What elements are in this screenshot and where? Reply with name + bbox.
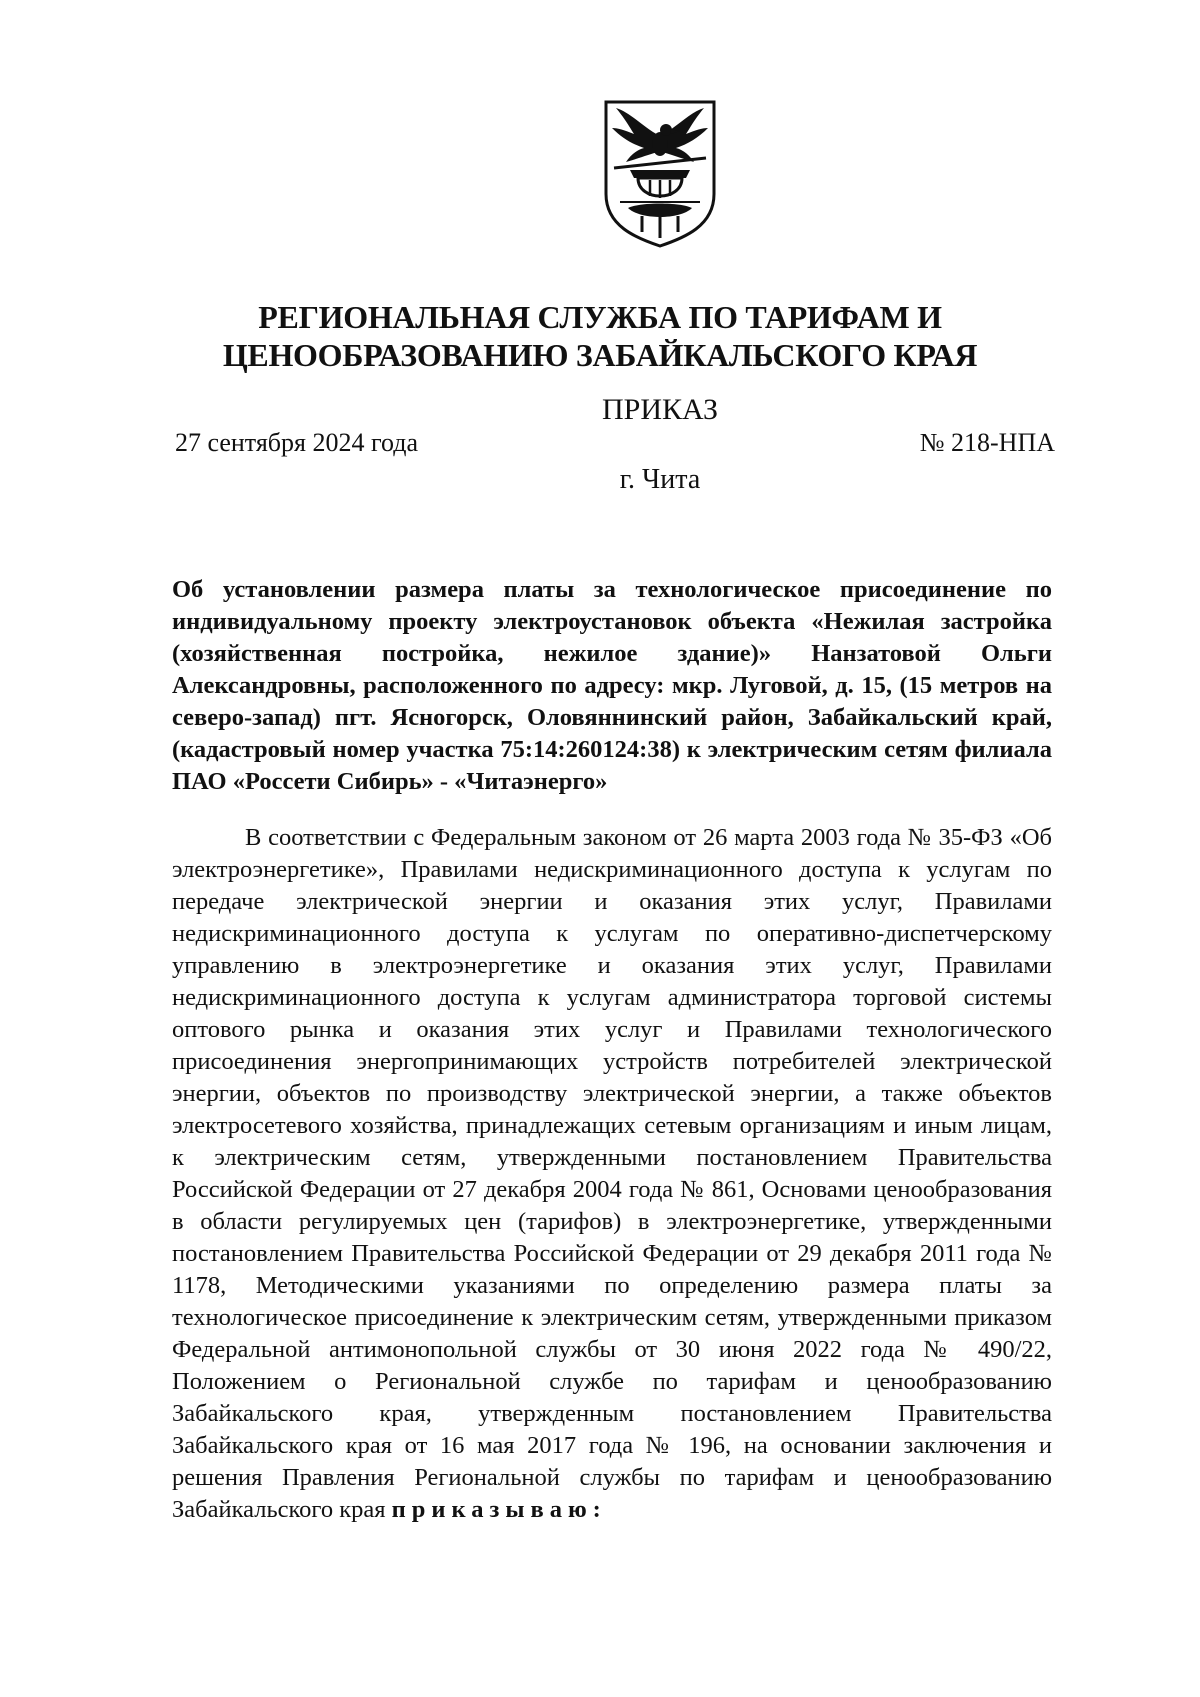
- document-type: ПРИКАЗ: [602, 393, 718, 426]
- body-paragraph: В соответствии с Федеральным законом от 26 марта 2003 года № 35-ФЗ «Об электроэнергетике», Правилами недискриминационного доступа к услугам по передаче электрической энергии и оказания этих услуг, Правилами недискриминационного доступа к услугам по оперативно-диспетчерскому управлению в электроэнергетике и оказания этих услуг, Правилами недискриминационного доступа к услугам администратора торговой системы оптового рынка и оказания этих услуг и Правилами технологического присоединения энергопринимающих устройств потребителей электрической энергии, объектов по производству электрической энергии, а также объектов электросетевого хозяйства, принадлежащих сетевым организациям и иным лицам, к электрическим сетям, утвержденными постановлением Правительства Российской Федерации от 27 декабря 2004 года № 861, Основами ценообразования в области регулируемых цен (тарифов) в электроэнергетике, утвержденными постановлением Правительства Российской Федерации от 29 декабря 2011 года № 1178, Методическими указаниями по определению размера платы за технологическое присоединение к электрическим сетям, утвержденными приказом Федеральной антимонопольной службы от 30 июня 2022 года № 490/22, Положением о Региональной службе по тарифам и ценообразованию Забайкальского края, утвержденным постановлением Правительства Забайкальского края от 16 мая 2017 года № 196, на основании заключения и решения Правления Региональной службы по тарифам и ценообразованию Забайкальского края: [172, 824, 1052, 1523]
- agency-name-line1: РЕГИОНАЛЬНАЯ СЛУЖБА ПО ТАРИФАМ И: [258, 299, 942, 335]
- document-title: Об установлении размера платы за технологическое присоединение по индивидуальному проекту электроустановок объекта «Нежилая застройка (хозяйственная постройка, нежилое здание)» Нанзатовой Ольги Александровны, расположенного по адресу: мкр. Луговой, д. 15, (15 метров на северо-запад) пгт. Ясногорск, Оловяннинский район, Забайкальский край, (кадастровый номер участка 75:14:260124:38) к электрическим сетям филиала ПАО «Россети Сибирь» - «Читаэнерго»: [172, 576, 1052, 795]
- document-city: г. Чита: [619, 464, 701, 495]
- agency-name-line2: ЦЕНООБРАЗОВАНИЮ ЗАБАЙКАЛЬСКОГО КРАЯ: [222, 337, 978, 373]
- coat-of-arms-emblem: [600, 98, 720, 248]
- coat-of-arms-icon: [600, 98, 720, 248]
- order-word: приказываю:: [391, 1496, 607, 1523]
- document-body: [172, 822, 1052, 1526]
- document-number: № 218-НПА: [919, 428, 1055, 457]
- agency-name: [160, 298, 1040, 374]
- document-date: 27 сентября 2024 года: [175, 428, 419, 457]
